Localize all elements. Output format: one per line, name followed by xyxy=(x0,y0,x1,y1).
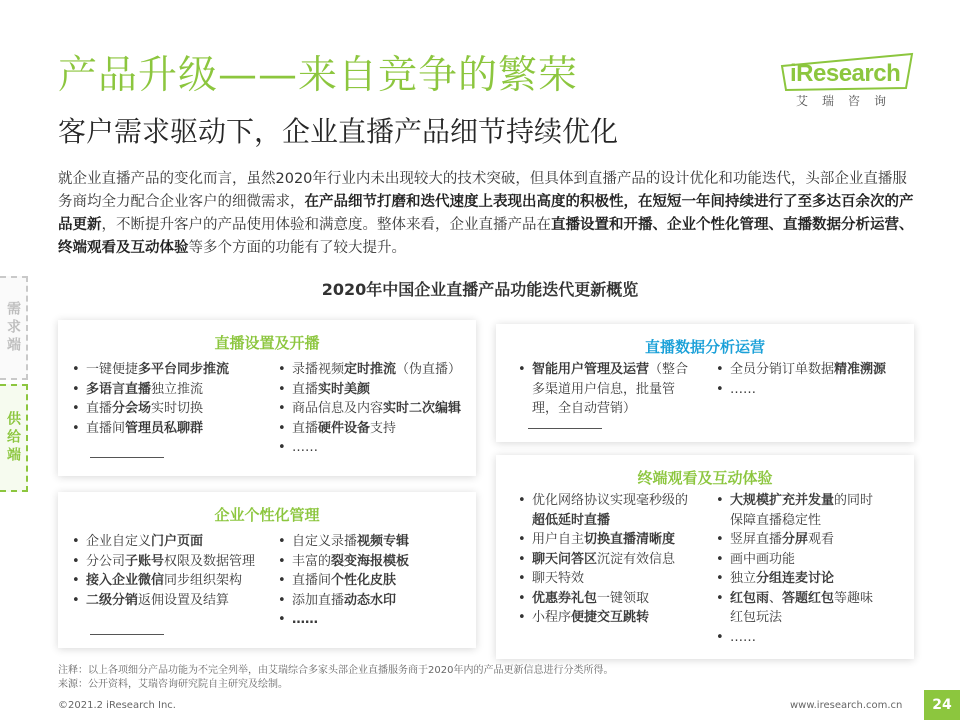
bullet-text: 精准溯源 xyxy=(834,362,887,377)
intro-segment: ，不断提升客户的产品使用体验和满意度。整体来看，企业直播产品在 xyxy=(101,217,551,233)
bullet-text: 、 xyxy=(769,590,783,606)
bullet-item xyxy=(276,438,471,458)
bullet-item xyxy=(516,608,696,628)
bullet-text: 返佣设置及结算 xyxy=(138,592,230,608)
bullet-text: 门户页面 xyxy=(151,534,204,549)
bullet-item xyxy=(714,589,884,628)
bullet-text: 聊天特效 xyxy=(532,571,585,586)
bullet-item xyxy=(276,571,471,591)
bullet-text: 权限及数据管理 xyxy=(164,553,256,569)
bullet-item xyxy=(276,399,471,419)
intro-segment: 等多个方面的功能有了较大提升。 xyxy=(188,240,406,256)
bullet-text: 动态水印 xyxy=(344,592,397,608)
bullet-text: 超低延时直播 xyxy=(532,512,611,528)
side-label-demand xyxy=(0,276,28,380)
bullet-text: 分屏 xyxy=(782,532,809,547)
side-label-supply-text: 供给端 xyxy=(5,411,21,465)
bullet-text: 直播 xyxy=(292,381,319,397)
bullet-item xyxy=(714,569,884,589)
side-label-supply xyxy=(0,384,28,492)
bullet-text: 自定义录播 xyxy=(292,534,358,549)
iresearch-logo xyxy=(772,52,922,108)
card-personal-divider xyxy=(90,634,164,635)
bullet-text: 全员分销订单数据 xyxy=(730,362,835,377)
website-link[interactable]: www.iresearch.com.cn xyxy=(790,700,903,711)
card-terminal-title: 终端观看及互动体验 xyxy=(637,469,773,487)
page-title: 产品升级——来自竞争的繁荣 xyxy=(58,53,579,98)
footnote xyxy=(58,664,613,692)
bullet-item xyxy=(70,532,270,552)
bullet-text: 商品信息及内容 xyxy=(292,401,384,416)
intro-segment: 在产品细节打磨和迭代速度上表现出高度的积极性，在短短一年间持续进行了至多达百余次的产品更新 xyxy=(58,194,914,233)
bullet-text: 个性化皮肤 xyxy=(331,573,397,588)
bullet-item xyxy=(276,419,471,439)
card-data xyxy=(496,324,914,442)
bullet-text: 实时二次编辑 xyxy=(383,401,462,416)
bullet-item xyxy=(276,610,471,630)
intro-segment: 直播设置和开播、企业个性化管理、直播数据分析运营、终端观看及互动体验 xyxy=(58,217,914,256)
bullet-item xyxy=(516,569,696,589)
bullet-text: 丰富的 xyxy=(292,553,332,569)
bullet-item xyxy=(276,552,471,572)
bullet-item xyxy=(70,419,270,439)
footnote-note: 注释：以上各项细分产品功能为不完全列举，由艾瑞综合多家头部企业直播服务商于2020年内的产品更新信息进行分类所得。 xyxy=(58,665,614,676)
bullet-text: 聊天问答区 xyxy=(532,551,598,567)
footnote-source: 来源：公开资料，艾瑞咨询研究院自主研究及绘制。 xyxy=(58,679,288,690)
card-setup-divider xyxy=(90,457,164,458)
bullet-text: 等趣味红包玩法 xyxy=(730,590,874,625)
bullet-item xyxy=(276,532,471,552)
bullet-text: 添加直播 xyxy=(292,592,345,608)
bullet-text: 独立推流 xyxy=(151,381,204,397)
bullet-text: 分会场 xyxy=(112,401,152,416)
bullet-text: 直播 xyxy=(86,401,113,416)
bullet-item xyxy=(516,360,696,419)
bullet-text: 观看 xyxy=(808,532,835,547)
bullet-text: 沉淀有效信息 xyxy=(597,551,676,567)
bullet-text: …… xyxy=(292,440,318,455)
bullet-text: 便捷交互跳转 xyxy=(571,610,650,625)
bullet-text: 优化网络协议实现毫秒级的 xyxy=(532,493,689,508)
bullet-text: 答题红包 xyxy=(782,590,835,606)
card-personal xyxy=(58,492,476,648)
bullet-item xyxy=(714,380,900,400)
bullet-text: 同步组织架构 xyxy=(164,573,243,588)
bullet-text: 定时推流 xyxy=(344,362,397,377)
bullet-text: 直播间 xyxy=(292,573,332,588)
bullet-text: 一键领取 xyxy=(597,590,650,606)
bullet-text: …… xyxy=(292,612,318,627)
bullet-text: 支持 xyxy=(370,420,397,436)
card-personal-title: 企业个性化管理 xyxy=(214,506,320,524)
intro-paragraph xyxy=(58,168,918,260)
bullet-text: 子账号 xyxy=(125,553,165,569)
card-setup xyxy=(58,320,476,476)
bullet-text: 竖屏直播 xyxy=(730,532,783,547)
bullet-text: 红包雨 xyxy=(730,590,770,606)
card-terminal-right-list xyxy=(714,491,884,647)
bullet-item xyxy=(714,628,884,648)
bullet-text: 优惠券礼包 xyxy=(532,590,598,606)
bullet-item xyxy=(70,552,270,572)
bullet-text: 视频专辑 xyxy=(357,534,410,549)
page-subtitle: 客户需求驱动下，企业直播产品细节持续优化 xyxy=(58,115,619,148)
bullet-text: 智能用户管理及运营 xyxy=(532,362,650,377)
card-setup-title: 直播设置及开播 xyxy=(214,334,320,352)
bullet-item xyxy=(516,550,696,570)
bullet-item xyxy=(70,380,270,400)
card-personal-right-list xyxy=(276,532,471,630)
bullet-text: 多语言直播 xyxy=(86,381,152,397)
card-terminal xyxy=(496,455,914,659)
page-number: 24 xyxy=(924,690,960,720)
bullet-text: 切换直播清晰度 xyxy=(584,532,676,547)
card-data-divider xyxy=(528,428,602,429)
card-data-right-list xyxy=(714,360,900,399)
bullet-text: 录播视频 xyxy=(292,362,345,377)
bullet-item xyxy=(70,360,270,380)
logo-brand: iResearch xyxy=(790,60,901,87)
bullet-item xyxy=(276,360,471,380)
bullet-text: 直播间 xyxy=(86,420,126,436)
bullet-text: 分组连麦讨论 xyxy=(756,571,835,586)
card-data-title: 直播数据分析运营 xyxy=(644,338,765,356)
bullet-item xyxy=(516,491,696,530)
bullet-text: …… xyxy=(730,381,756,397)
bullet-item xyxy=(276,380,471,400)
bullet-text: 独立 xyxy=(730,571,757,586)
bullet-item xyxy=(276,591,471,611)
bullet-text: 画中画功能 xyxy=(730,551,796,567)
bullet-text: …… xyxy=(730,629,756,645)
bullet-text: 裂变海报模板 xyxy=(331,553,410,569)
bullet-text: 的同时保障直播稳定性 xyxy=(730,493,874,528)
bullet-text: 大规模扩充并发量 xyxy=(730,493,835,508)
card-data-left-list xyxy=(516,360,696,419)
card-setup-right-list xyxy=(276,360,471,458)
bullet-text: （伪直播） xyxy=(396,362,462,377)
bullet-text: 实时切换 xyxy=(151,401,204,416)
bullet-item xyxy=(70,571,270,591)
bullet-text: 管理员私聊群 xyxy=(125,420,204,436)
bullet-text: 二级分销 xyxy=(86,592,139,608)
bullet-text: 硬件设备 xyxy=(318,420,371,436)
side-label-demand-text: 需求端 xyxy=(5,301,21,355)
bullet-text: 一键便捷 xyxy=(86,362,139,377)
bullet-text: 直播 xyxy=(292,420,319,436)
logo-cn: 艾瑞咨询 xyxy=(796,94,901,108)
card-setup-left-list xyxy=(70,360,270,438)
bullet-item xyxy=(714,360,900,380)
bullet-text: 企业自定义 xyxy=(86,534,152,549)
bullet-item xyxy=(70,591,270,611)
bullet-text: 分公司 xyxy=(86,553,126,569)
bullet-item xyxy=(516,589,696,609)
bullet-item xyxy=(516,530,696,550)
bullet-item xyxy=(714,530,884,550)
bullet-item xyxy=(70,399,270,419)
bullet-text: 实时美颜 xyxy=(318,381,371,397)
bullet-text: 小程序 xyxy=(532,610,572,625)
card-personal-left-list xyxy=(70,532,270,610)
overview-title: 2020年中国企业直播产品功能迭代更新概览 xyxy=(321,280,639,299)
bullet-text: 接入企业微信 xyxy=(86,573,165,588)
bullet-item xyxy=(714,491,884,530)
bullet-text: （整合多渠道用户信息，批量管理，全自动营销） xyxy=(532,362,689,416)
bullet-item xyxy=(714,550,884,570)
intro-segment: 就企业直播产品的变化而言，虽然2020年行业内未出现较大的技术突破，但具体到直播产品的设计优化和功能迭代，头部企业直播服务商均全力配合企业客户的细微需求， xyxy=(58,171,907,210)
bullet-text: 用户自主 xyxy=(532,532,585,547)
card-terminal-left-list xyxy=(516,491,696,628)
copyright: ©2021.2 iResearch Inc. xyxy=(58,700,176,711)
bullet-text: 多平台同步推流 xyxy=(138,362,230,377)
